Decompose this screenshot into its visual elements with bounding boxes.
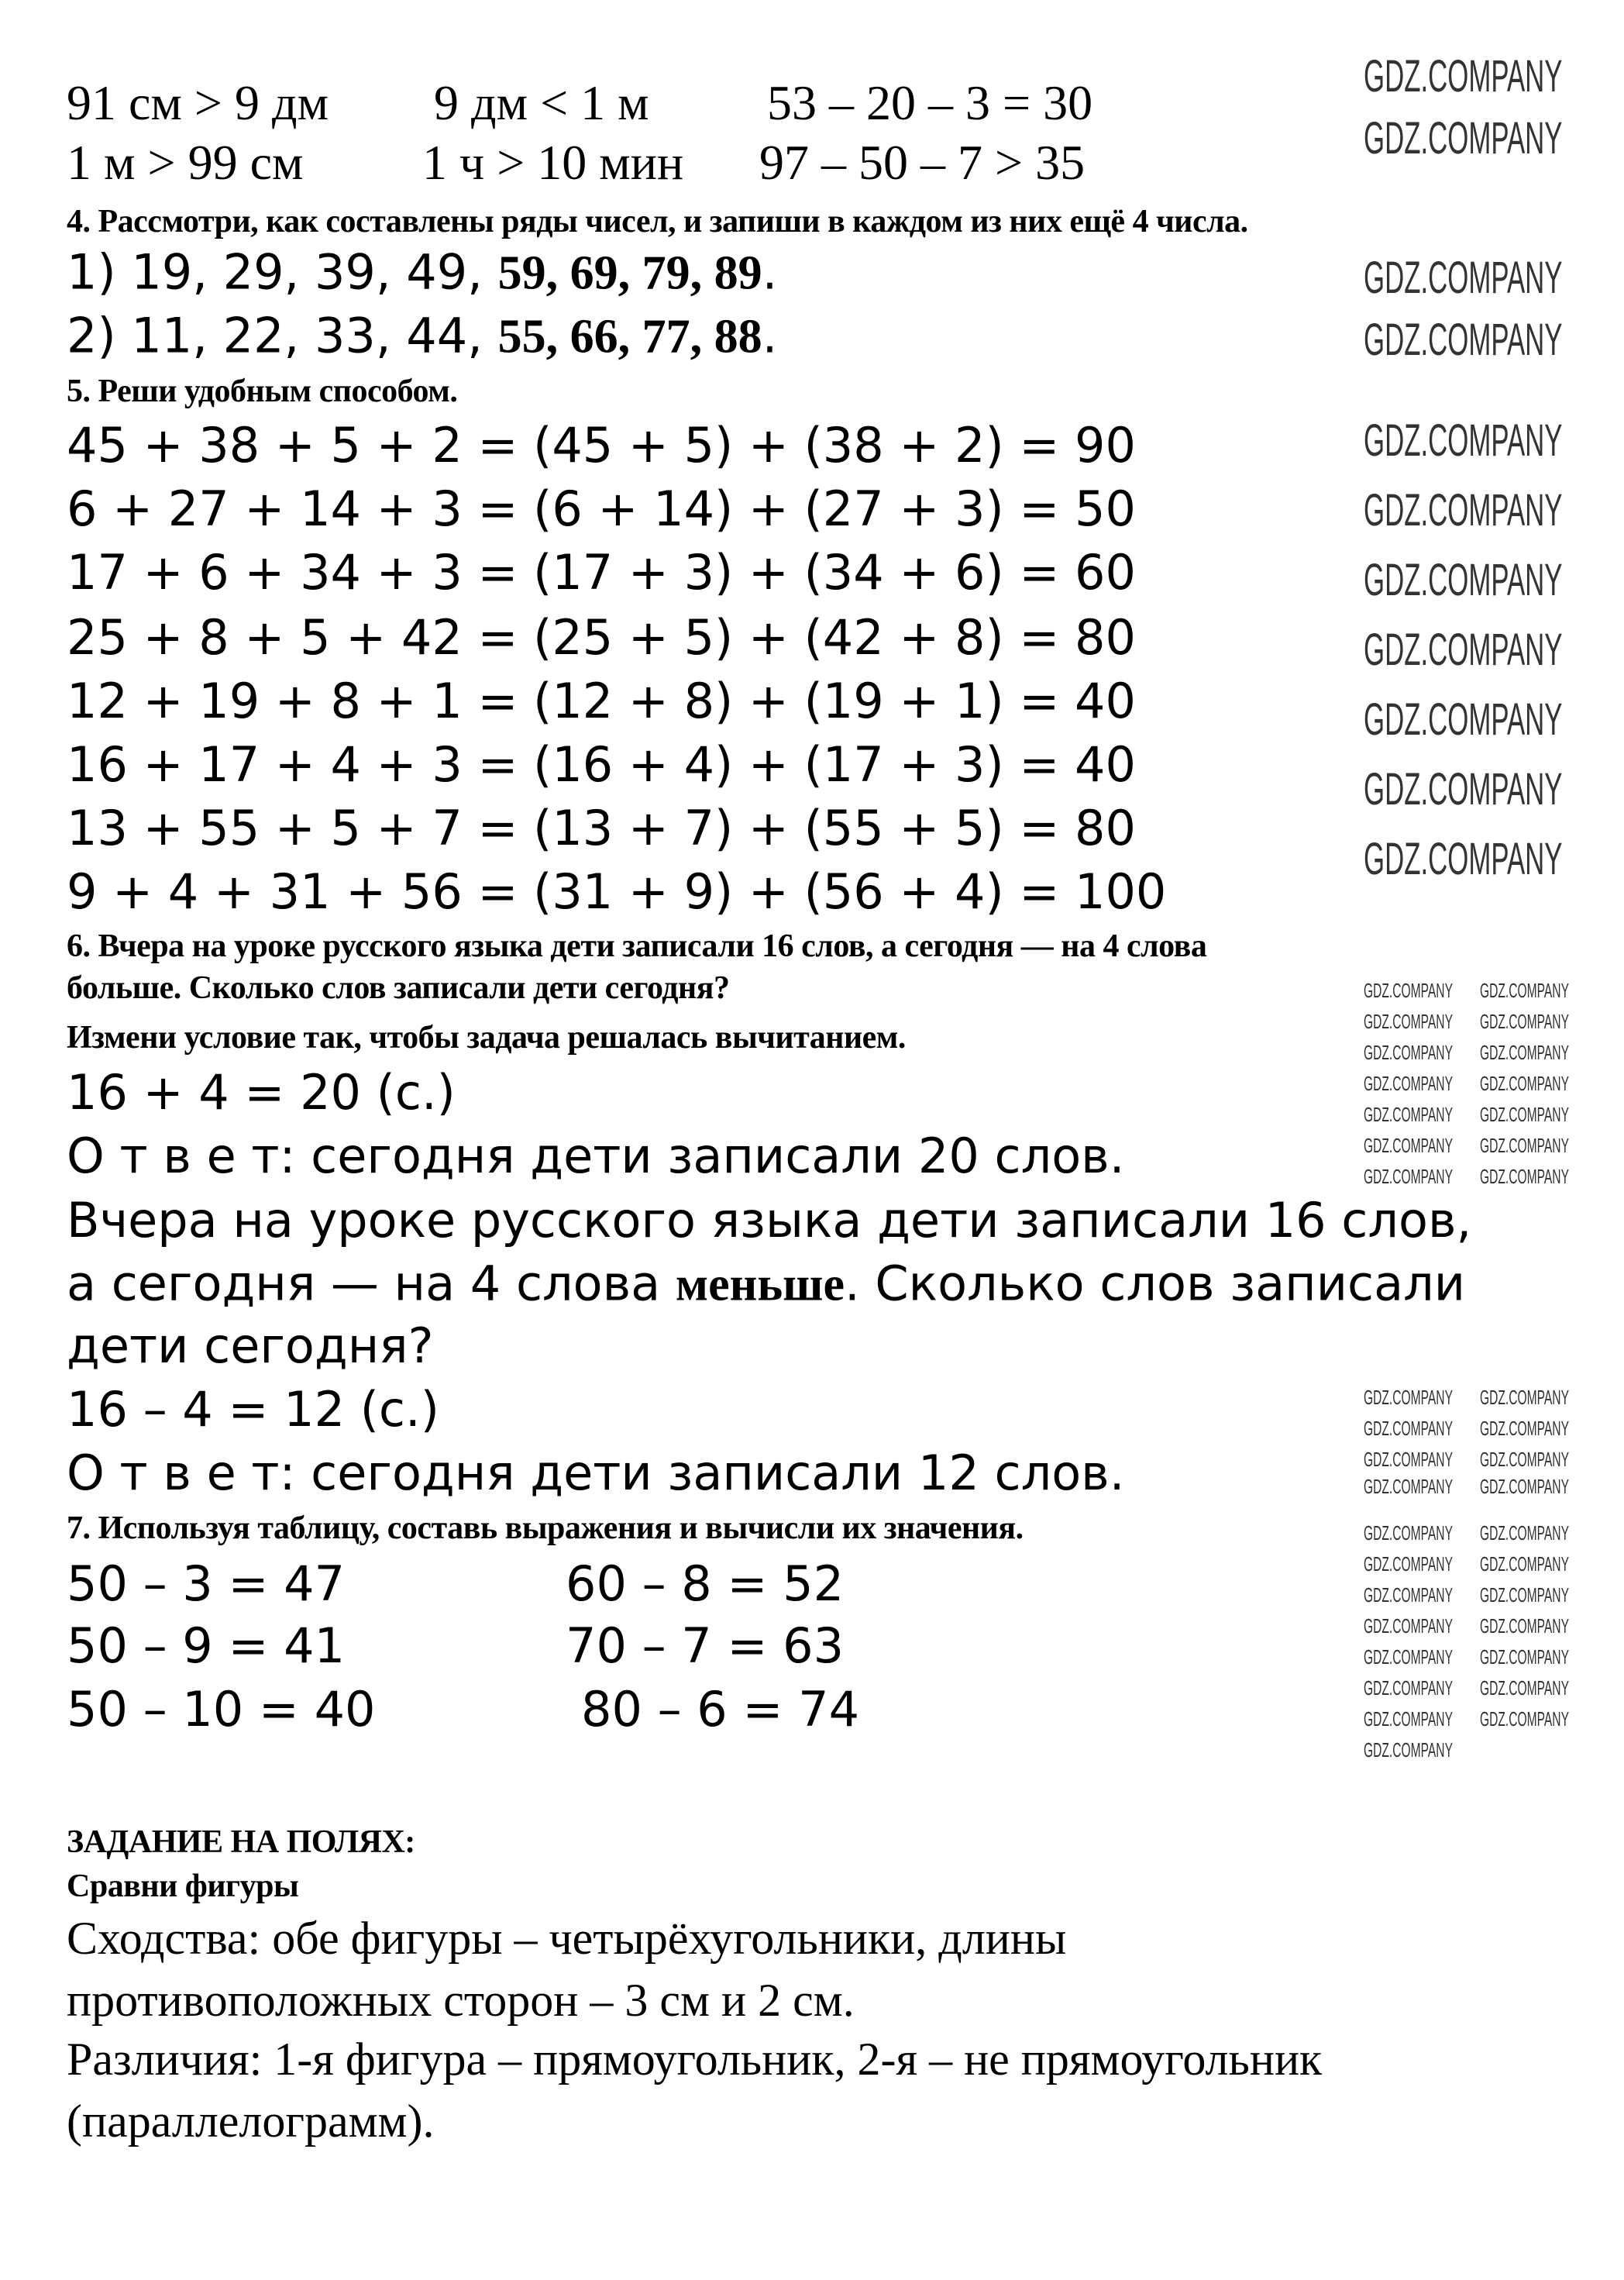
comparison-1: 91 см > 9 дм [67,75,329,130]
watermark: GDZ.COMPANY [1364,1583,1453,1607]
emphasis: меньше [675,1258,845,1311]
series-added: 59, 69, 79, 89 [497,246,762,300]
expression-right: 70 – 7 = 63 [566,1617,845,1674]
answer-1: О т в е т: сегодня дети записали 20 слов. [67,1128,1125,1184]
expression-right: 60 – 8 = 52 [566,1555,845,1612]
task5-heading: 5. Реши удобным способом. [67,374,458,409]
watermark: GDZ.COMPANY [1480,1448,1569,1471]
watermark: GDZ.COMPANY [1364,1010,1453,1033]
number-series-2 [67,307,778,364]
task6-heading-line1: 6. Вчера на уроке русского языка дети записали 16 слов, а сегодня — на 4 слова [67,928,1207,964]
watermark: GDZ.COMPANY [1480,1417,1569,1440]
watermark: GDZ.COMPANY [1364,1475,1453,1498]
watermark: GDZ.COMPANY [1364,1103,1453,1126]
watermark: GDZ.COMPANY [1364,1072,1453,1095]
watermark: GDZ.COMPANY [1364,694,1563,745]
equation: 16 + 17 + 4 + 3 = (16 + 4) + (17 + 3) = 40 [67,736,1136,793]
watermark: GDZ.COMPANY [1364,1707,1453,1731]
watermark: GDZ.COMPANY [1364,1738,1453,1762]
period: . [762,307,778,364]
watermark: GDZ.COMPANY [1364,1676,1453,1700]
watermark: GDZ.COMPANY [1480,979,1569,1002]
watermark: GDZ.COMPANY [1480,1386,1569,1409]
series-given: 2) 11, 22, 33, 44, [67,307,498,364]
text: а сегодня — на 4 слова [67,1255,676,1312]
watermark: GDZ.COMPANY [1364,1614,1453,1638]
equation: 45 + 38 + 5 + 2 = (45 + 5) + (38 + 2) = 90 [67,417,1136,474]
differences-line1: Различия: 1-я фигура – прямоугольник, 2-я – не прямоугольник [67,2034,1323,2085]
margin-task-subheading: Сравни фигуры [67,1868,299,1904]
watermark: GDZ.COMPANY [1480,1103,1569,1126]
expression-left: 50 – 10 = 40 [67,1681,376,1738]
new-problem-line1: Вчера на уроке русского языка дети записали 16 слов, [67,1192,1472,1248]
watermark: GDZ.COMPANY [1364,1041,1453,1064]
equation: 6 + 27 + 14 + 3 = (6 + 14) + (27 + 3) = 50 [67,480,1136,537]
watermark: GDZ.COMPANY [1364,1521,1453,1545]
series-added: 55, 66, 77, 88 [497,310,762,363]
differences-line2: (параллелограмм). [67,2096,435,2147]
expression-right: 80 – 6 = 74 [581,1681,860,1738]
watermark: GDZ.COMPANY [1480,1521,1569,1545]
watermark: GDZ.COMPANY [1364,1386,1453,1409]
watermark: GDZ.COMPANY [1364,555,1563,605]
expression-left: 50 – 9 = 41 [67,1617,346,1674]
series-given: 1) 19, 29, 39, 49, [67,243,498,301]
watermark: GDZ.COMPANY [1364,1645,1453,1669]
watermark: GDZ.COMPANY [1480,1134,1569,1157]
solution-2: 16 – 4 = 12 (с.) [67,1381,439,1438]
watermark: GDZ.COMPANY [1480,1165,1569,1188]
watermark: GDZ.COMPANY [1364,979,1453,1002]
watermark: GDZ.COMPANY [1480,1583,1569,1607]
number-series-1 [67,243,778,301]
watermark: GDZ.COMPANY [1364,1448,1453,1471]
watermark: GDZ.COMPANY [1364,113,1563,164]
watermark: GDZ.COMPANY [1480,1010,1569,1033]
watermark: GDZ.COMPANY [1364,485,1563,536]
watermark: GDZ.COMPANY [1364,1552,1453,1576]
comparison-2: 9 дм < 1 м [434,75,649,130]
equation: 25 + 8 + 5 + 42 = (25 + 5) + (42 + 8) = 80 [67,609,1136,666]
watermark: GDZ.COMPANY [1364,1417,1453,1440]
watermark: GDZ.COMPANY [1364,51,1563,102]
new-problem-line2 [67,1255,1466,1312]
answer-2: О т в е т: сегодня дети записали 12 слов. [67,1445,1125,1501]
equation: 12 + 19 + 8 + 1 = (12 + 8) + (19 + 1) = 40 [67,673,1136,729]
equation: 9 + 4 + 31 + 56 = (31 + 9) + (56 + 4) = 100 [67,863,1167,920]
solution-1: 16 + 4 = 20 (с.) [67,1064,456,1121]
equation: 13 + 55 + 5 + 7 = (13 + 7) + (55 + 5) = 80 [67,800,1136,856]
similarities-line2: противоположных сторон – 3 см и 2 см. [67,1975,855,2026]
expression-2: 97 – 50 – 7 > 35 [759,135,1086,190]
similarities-line1: Сходства: обе фигуры – четырёхугольники, длины [67,1913,1067,1964]
watermark: GDZ.COMPANY [1480,1041,1569,1064]
period: . [762,243,778,301]
watermark: GDZ.COMPANY [1480,1707,1569,1731]
expression-left: 50 – 3 = 47 [67,1555,346,1612]
task7-heading: 7. Используя таблицу, составь выражения и вычисли их значения. [67,1510,1024,1546]
text: . Сколько слов записали [844,1255,1466,1312]
watermark: GDZ.COMPANY [1480,1614,1569,1638]
watermark: GDZ.COMPANY [1364,625,1563,675]
watermark: GDZ.COMPANY [1480,1072,1569,1095]
task4-heading: 4. Рассмотри, как составлены ряды чисел, и запиши в каждом из них ещё 4 числа. [67,204,1248,239]
watermark: GDZ.COMPANY [1364,764,1563,815]
watermark: GDZ.COMPANY [1364,1165,1453,1188]
watermark: GDZ.COMPANY [1364,253,1563,303]
task6-heading-line2: больше. Сколько слов записали дети сегодня? [67,970,730,1006]
new-problem-line3: дети сегодня? [67,1317,434,1374]
expression-1: 53 – 20 – 3 = 30 [767,75,1093,130]
comparison-4: 1 ч > 10 мин [422,135,684,190]
watermark: GDZ.COMPANY [1364,834,1563,884]
watermark: GDZ.COMPANY [1364,1134,1453,1157]
watermark: GDZ.COMPANY [1480,1475,1569,1498]
watermark: GDZ.COMPANY [1364,315,1563,365]
watermark: GDZ.COMPANY [1480,1676,1569,1700]
comparison-3: 1 м > 99 см [67,135,304,190]
equation: 17 + 6 + 34 + 3 = (17 + 3) + (34 + 6) = 60 [67,544,1136,601]
watermark: GDZ.COMPANY [1480,1645,1569,1669]
watermark: GDZ.COMPANY [1480,1552,1569,1576]
task6-instruction: Измени условие так, чтобы задача решалась вычитанием. [67,1020,906,1056]
watermark: GDZ.COMPANY [1364,415,1563,466]
margin-task-heading: ЗАДАНИЕ НА ПОЛЯХ: [67,1824,415,1860]
